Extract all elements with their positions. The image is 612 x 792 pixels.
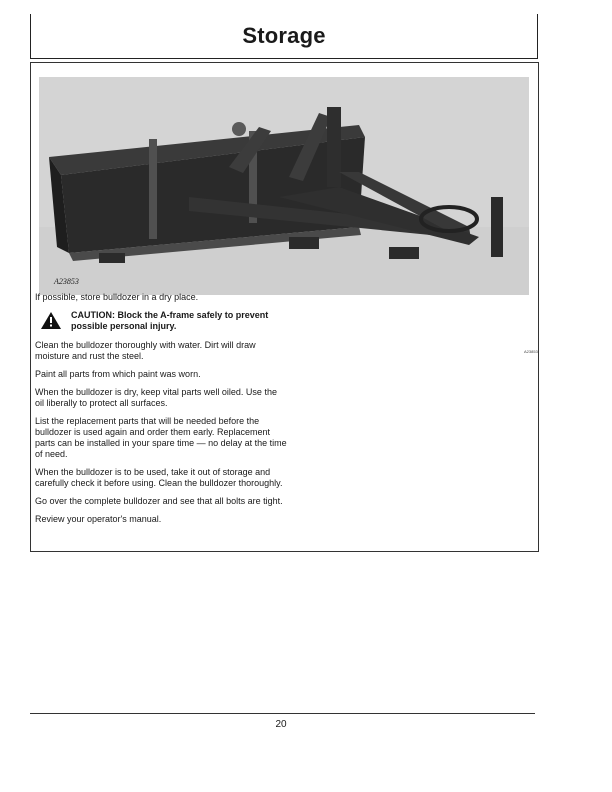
footer-rule [30,713,535,714]
bulldozer-illustration [39,77,529,295]
warning-triangle-icon [41,312,61,329]
figure-id: A23853 [524,349,538,354]
paragraph-oil: When the bulldozer is dry, keep vital parts well oiled. Use the oil liberally to protect all surfaces. [35,387,277,408]
paragraph-manual: Review your operator's manual. [35,514,162,524]
body-text [35,292,287,532]
bulldozer-photo [39,77,529,295]
page-number: 20 [275,719,287,730]
figure-label: A23853 [54,277,79,286]
paragraph-bolts: Go over the complete bulldozer and see that all bolts are tight. [35,496,283,506]
paragraph-replacement: List the replacement parts that will be needed before the bulldozer is used again and order them early. Replacement parts can be installed in your spare time — no delay at the time of need. [35,416,287,459]
title-box [30,14,538,59]
page-title: Storage [242,23,326,48]
content-box [30,62,539,552]
caution-block [35,310,287,332]
paragraph-clean: Clean the bulldozer thoroughly with water. Dirt will draw moisture and rust the steel. [35,340,256,361]
paragraph-dry-place: If possible, store bulldozer in a dry place. [35,292,199,302]
caution-text: CAUTION: Block the A-frame safely to prevent possible personal injury. [71,310,269,331]
paragraph-paint: Paint all parts from which paint was worn. [35,369,201,379]
paragraph-take-out: When the bulldozer is to be used, take it out of storage and carefully check it before using. Clean the bulldozer thoroughly. [35,467,283,488]
